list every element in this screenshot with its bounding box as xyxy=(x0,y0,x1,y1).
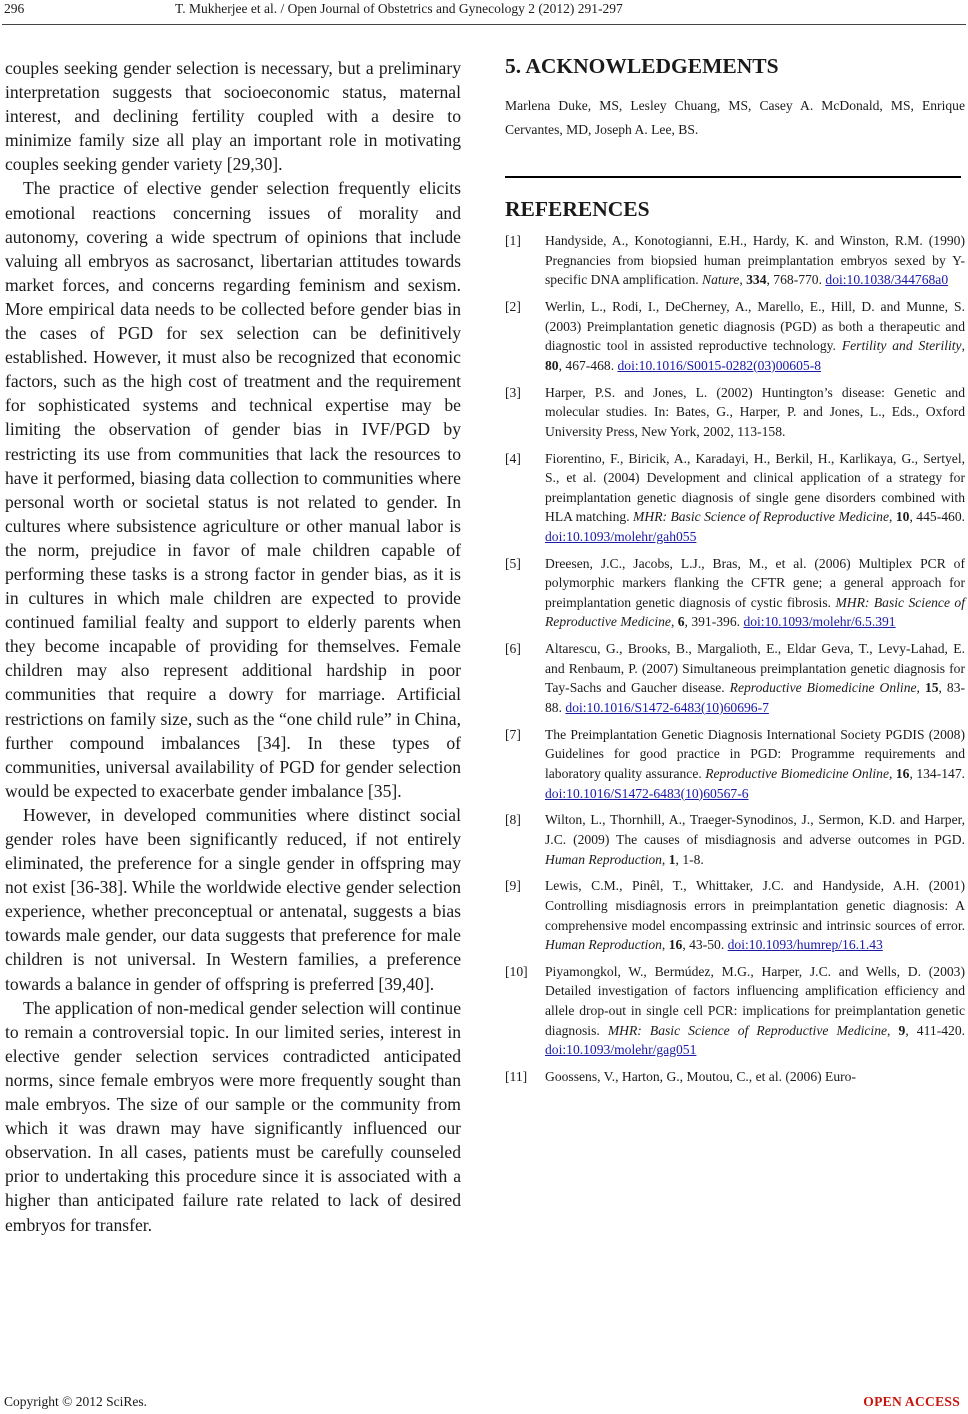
reference-pages: , 43-50. xyxy=(682,937,728,953)
reference-list xyxy=(505,231,965,1087)
reference-pages: , 83-88. xyxy=(545,680,966,715)
reference-text: Wilton, L., Thornhill, A., Traeger-Synodinos, J., Sermon, K.D. and Harper, J.C. (2009) The causes of misdiagnosis and adverse outcomes in PGD. Human Reproduction, 1, 1-8. xyxy=(545,812,965,867)
body-paragraph: The practice of elective gender selection frequently elicits emotional reactions concerning issues of morality and autonomy, covering a wide spectrum of opinions that include valuing all embryos as sacrosanct, libertarian attitudes towards market forces, and concerns regarding feminism and sexism. More empirical data needs to be collected before gender bias in the cases of PGD for sex selection can be definitively established. However, it must also be recognized that economic factors, such as the high cost of treatment and the requirement for sophisticated systems and technical expertise may be limiting the observation of gender bias in IVF/PGD by restricting its use from communities that lack the resources to have it performed, biasing data collection to communities where personal worth or societal status is not related to gender. In cultures where subsistence agriculture or other manual labor is the norm, prejudice in favor of male children capable of performing these tasks is a strong factor in gender bias, as it is in cultures in which male children are expected to provide continued familial fealty and support to elderly parents when they become incapable of providing for themselves. Female children may also represent additional hardship in poor communities that require a dowry for marriage. Artificial restrictions on family size, such as the “one child rule” in China, further compound imbalances [34]. In these types of communities, universal availability of PGD for gender selection would be expected to exacerbate gender imbalance [35]. xyxy=(5,178,461,801)
reference-number: [5] xyxy=(505,555,521,571)
reference-text: Dreesen, J.C., Jacobs, L.J., Bras, M., et al. (2006) Multiplex PCR of polymorphic markers flanking the CFTR gene; a general approach for preimplantation genetic diagnosis of cystic fibrosis. MHR: Basic Science of Reproductive Medicine, 6, 391-396. doi:10.1093/molehr/6.5.391 xyxy=(545,555,965,630)
reference-volume: 16 xyxy=(895,765,910,781)
reference-volume: 80 xyxy=(545,357,559,373)
reference-text xyxy=(545,1067,965,1087)
reference-text: Werlin, L., Rodi, I., DeCherney, A., Marello, E., Hill, D. and Munne, S. (2003) Preimplantation genetic diagnosis (PGD) as both a therapeutic and diagnostic tool in assisted reproductive technology. Fertility and Sterility, 80, 467-468. doi:10.1016/S0015-0282(03)00605-8 xyxy=(545,298,965,373)
reference-text: Piyamongkol, W., Bermúdez, M.G., Harper, J.C. and Wells, D. (2003) Detailed investigation of factors influencing amplification efficiency and allele drop-out in single cell PCR: implications for preimplantation genetic diagnosis. MHR: Basic Science of Reproductive Medicine, 9, 411-420. doi:10.1093/molehr/gag051 xyxy=(545,963,966,1058)
reference-pages: , 768-770. xyxy=(766,272,826,288)
reference-citation: Altarescu, G., Brooks, B., Margalioth, E., Eldar Geva, T., Levy-Lahad, E. and Renbaum, P. (2007) Simultaneous preimplantation genetic diagnosis for Tay-Sachs and Gaucher disease. xyxy=(545,641,965,696)
reference-citation: Wilton, L., Thornhill, A., Traeger-Synodinos, J., Sermon, K.D. and Harper, J.C. (2009) The causes of misdiagnosis and adverse outcomes in PGD. xyxy=(545,812,965,847)
page-footer xyxy=(0,1394,968,1414)
reference-citation: Werlin, L., Rodi, I., DeCherney, A., Marello, E., Hill, D. and Munne, S. (2003) Preimplantation genetic diagnosis (PGD) as both a therapeutic and diagnostic tool in assisted reproductive technology. xyxy=(545,298,965,354)
reference-item xyxy=(505,383,965,442)
reference-item xyxy=(505,639,965,717)
reference-volume: 9 xyxy=(898,1022,906,1038)
running-title: T. Mukherjee et al. / Open Journal of Obstetrics and Gynecology 2 (2012) 291-297 xyxy=(175,1,623,16)
reference-volume: 10 xyxy=(895,509,910,525)
reference-item xyxy=(505,962,965,1060)
section-divider xyxy=(505,176,961,178)
reference-volume: 1 xyxy=(668,851,676,867)
reference-journal: Reproductive Biomedicine Online xyxy=(705,765,890,781)
reference-pages: , 391-396. xyxy=(684,614,744,630)
reference-number: [8] xyxy=(505,812,521,828)
reference-text: Lewis, C.M., Pinêl, T., Whittaker, J.C. and Handyside, A.H. (2001) Controlling misdiagnosis errors in preimplantation genetic diagnosis: A comprehensive model encompassing extrinsic and intrinsic sources of error. Human Reproduction, 16, 43-50. doi:10.1093/humrep/16.1.43 xyxy=(545,878,965,953)
open-access-label: OPEN ACCESS xyxy=(863,1394,960,1409)
reference-citation: The Preimplantation Genetic Diagnosis International Society PGDIS (2008) Guidelines for good practice in PGD: Programme requirements and laboratory quality assurance. xyxy=(545,726,965,781)
reference-journal: MHR: Basic Science of Reproductive Medicine xyxy=(545,594,965,630)
reference-item xyxy=(505,876,965,954)
reference-pages: , 134-147. xyxy=(909,765,966,781)
doi-link[interactable]: doi:10.1016/S1472-6483(10)60696-7 xyxy=(565,700,769,715)
reference-journal: Human Reproduction xyxy=(545,937,662,953)
reference-text: Handyside, A., Konotogianni, E.H., Hardy, K. and Winston, R.M. (1990) Pregnancies from biopsied human preimplantation embryos sexed by Y-specific DNA amplification. Nature, 334, 768-770. doi:10.1038/344768a0 xyxy=(545,233,965,288)
header-rule xyxy=(2,24,966,25)
reference-pages: , 467-468. xyxy=(558,357,618,373)
reference-item xyxy=(505,1067,965,1087)
reference-citation: Piyamongkol, W., Bermúdez, M.G., Harper, J.C. and Wells, D. (2003) Detailed investigation of factors influencing amplification efficiency and allele drop-out in single cell PCR: implications for preimplantation genetic diagnosis. xyxy=(545,963,965,1038)
acknowledgements-text: Marlena Duke, MS, Lesley Chuang, MS, Casey A. McDonald, MS, Enrique Cervantes, MD, Joseph A. Lee, BS. xyxy=(505,98,965,137)
references-heading: REFERENCES xyxy=(505,197,650,221)
reference-volume: 16 xyxy=(668,937,683,953)
body-paragraph: The application of non-medical gender selection will continue to remain a controversial topic. In our limited series, interest in elective gender selection services contradicted anticipated norms, since female embryos were more frequently sought than male embryos. The size of our sample or the community from which it was drawn may have significantly influenced our observation. In all cases, patients must be carefully counseled prior to undertaking this procedure since it is associated with a higher than anticipated failure rate related to lack of desired embryos for transfer. xyxy=(5,997,461,1235)
reference-volume: 6 xyxy=(677,614,685,630)
reference-pages: , 411-420. xyxy=(905,1022,966,1038)
reference-text: Fiorentino, F., Biricik, A., Karadayi, H., Berkil, H., Karlikaya, G., Sertyel, S., et al. (2004) Development and clinical application of a strategy for preimplantation genetic diagnosis of single gene disorders combined with HLA matching. MHR: Basic Science of Reproductive Medicine, 10, 445-460. doi:10.1093/molehr/gah055 xyxy=(545,450,966,544)
reference-citation: Handyside, A., Konotogianni, E.H., Hardy, K. and Winston, R.M. (1990) Pregnancies from biopsied human preimplantation embryos sexed by Y-specific DNA amplification. xyxy=(545,233,965,288)
doi-link[interactable]: doi:10.1093/molehr/gah055 xyxy=(545,528,697,544)
reference-journal: Fertility and Sterility xyxy=(841,338,962,354)
doi-link[interactable]: doi:10.1093/molehr/6.5.391 xyxy=(743,614,896,630)
reference-item xyxy=(505,297,965,375)
doi-link[interactable]: doi:10.1038/344768a0 xyxy=(825,272,949,288)
reference-item xyxy=(505,231,965,290)
reference-text xyxy=(545,383,965,442)
reference-journal: MHR: Basic Science of Reproductive Medicine xyxy=(607,1022,888,1038)
left-column xyxy=(5,56,461,1237)
body-paragraph: couples seeking gender selection is necessary, but a preliminary interpretation suggests that socioeconomic status, maternal interest, and declining fertility coupled with a desire to minimize family size all play an important role in motivating couples seeking gender variety [29,30]. xyxy=(5,58,461,175)
reference-volume: 15 xyxy=(924,680,939,696)
reference-item xyxy=(505,449,965,547)
doi-link[interactable]: doi:10.1093/molehr/gag051 xyxy=(545,1042,697,1058)
reference-text: The Preimplantation Genetic Diagnosis International Society PGDIS (2008) Guidelines for good practice in PGD: Programme requirements and laboratory quality assurance. Reproductive Biomedicine Online, 16, 134-147. doi:10.1016/S1472-6483(10)60567-6 xyxy=(545,726,966,801)
reference-citation: Lewis, C.M., Pinêl, T., Whittaker, J.C. and Handyside, A.H. (2001) Controlling misdiagnosis errors in preimplantation genetic diagnosis: A comprehensive model encompassing extrinsic and intrinsic sources of error. xyxy=(545,878,965,933)
reference-citation: Harper, P.S. and Jones, L. (2002) Huntington’s disease: Genetic and molecular studies. In: Bates, G., Harper, P. and Jones, L., Eds., Oxford University Press, New York, 2002, 113-158. xyxy=(545,384,965,439)
reference-number: [10] xyxy=(505,963,528,979)
reference-item xyxy=(505,725,965,803)
acknowledgements-heading: 5. ACKNOWLEDGEMENTS xyxy=(505,54,779,78)
doi-link[interactable]: doi:10.1093/humrep/16.1.43 xyxy=(727,937,883,953)
reference-number: [11] xyxy=(505,1069,528,1085)
reference-number: [2] xyxy=(505,298,521,314)
reference-item xyxy=(505,810,965,869)
doi-link[interactable]: doi:10.1016/S1472-6483(10)60567-6 xyxy=(545,785,749,801)
reference-number: [6] xyxy=(505,641,521,657)
reference-number: [9] xyxy=(505,878,521,894)
running-header xyxy=(0,0,968,24)
body-paragraph: However, in developed communities where distinct social gender roles have been significantly reduced, if not entirely eliminated, the preference for a single gender in offspring may not exist [36-38]. While the worldwide elective gender selection experience, whether preconceptual or antenatal, suggests a bias towards male gender, our data suggests that preference for male children is not universal. In Western families, a preference towards a balance in gender of offspring is preferred [39,40]. xyxy=(5,804,461,994)
reference-journal: Nature xyxy=(702,272,740,288)
right-column xyxy=(505,52,965,1094)
reference-number: [3] xyxy=(505,384,521,400)
reference-pages: , 445-460. xyxy=(909,509,966,525)
reference-item xyxy=(505,554,965,632)
reference-citation: Goossens, V., Harton, G., Moutou, C., et al. (2006) Euro- xyxy=(545,1069,856,1085)
reference-number: [4] xyxy=(505,450,521,466)
reference-text: Altarescu, G., Brooks, B., Margalioth, E., Eldar Geva, T., Levy-Lahad, E. and Renbaum, P. (2007) Simultaneous preimplantation genetic diagnosis for Tay-Sachs and Gaucher disease. Reproductive Biomedicine Online, 15, 83-88. doi:10.1016/S1472-6483(10)60696-7 xyxy=(545,641,966,715)
reference-number: [7] xyxy=(505,726,521,742)
reference-pages: , 1-8. xyxy=(675,851,704,867)
doi-link[interactable]: doi:10.1016/S0015-0282(03)00605-8 xyxy=(617,357,822,373)
reference-citation: Dreesen, J.C., Jacobs, L.J., Bras, M., et al. (2006) Multiplex PCR of polymorphic markers flanking the CFTR gene; a general approach for preimplantation genetic diagnosis of cystic fibrosis. xyxy=(545,555,965,610)
reference-citation: Fiorentino, F., Biricik, A., Karadayi, H., Berkil, H., Karlikaya, G., Sertyel, S., et al. (2004) Development and clinical application of a strategy for preimplantation genetic diagnosis of single gene disorders combined with HLA matching. xyxy=(545,450,965,525)
reference-volume: 334 xyxy=(746,272,767,288)
page-number: 296 xyxy=(4,1,25,16)
reference-journal: Human Reproduction xyxy=(545,851,662,867)
reference-number: [1] xyxy=(505,233,521,248)
copyright-notice: Copyright © 2012 SciRes. xyxy=(4,1394,148,1409)
reference-journal: MHR: Basic Science of Reproductive Medicine xyxy=(633,509,890,525)
reference-journal: Reproductive Biomedicine Online xyxy=(729,680,917,696)
